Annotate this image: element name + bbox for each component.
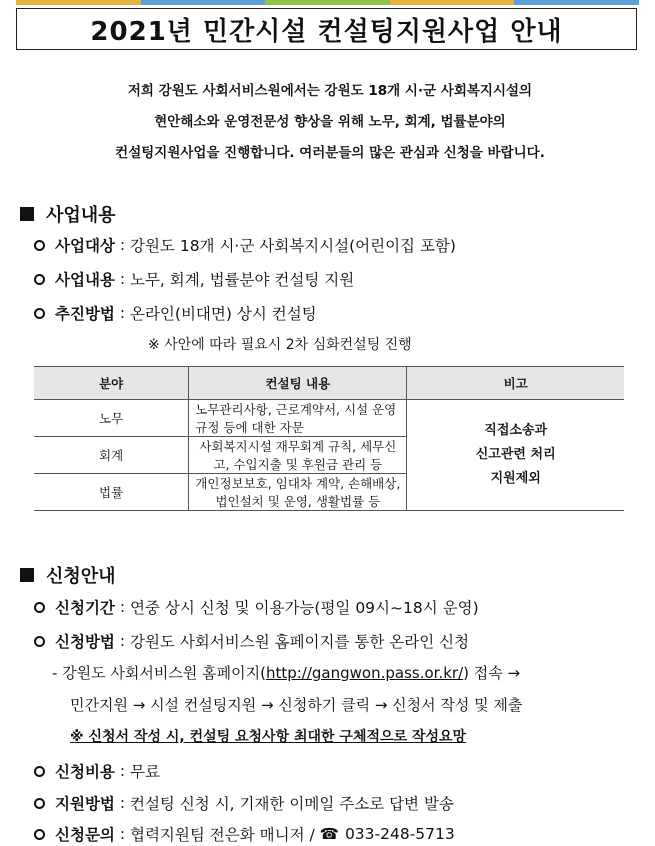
item-apply-method	[34, 630, 469, 652]
section-heading-text: 사업내용	[46, 205, 116, 226]
item-sep: :	[114, 794, 130, 812]
path-note: ※ 신청서 작성 시, 컨설팅 요청사항 최대한 구체적으로 작성요망	[70, 729, 467, 745]
intro-line: 저희 강원도 사회서비스원에서는 강원도 18개 시·군 사회복지시설의	[127, 83, 533, 99]
table-header-row	[34, 367, 624, 400]
item-method	[34, 302, 317, 324]
item-label: 사업내용	[55, 271, 115, 289]
deep-consulting-note: ※ 사안에 따라 필요시 2차 심화컨설팅 진행	[148, 337, 412, 353]
table-cell-field: 노무	[34, 400, 189, 437]
table-header: 분야	[34, 367, 189, 400]
table-row	[34, 400, 624, 437]
item-period	[34, 596, 479, 618]
item-label: 신청기간	[55, 599, 115, 617]
section-heading-text: 신청안내	[46, 566, 116, 587]
remark-line: 지원제외	[490, 471, 541, 486]
item-sep: :	[114, 762, 130, 780]
table-cell-content: 사회복지시설 재무회계 규칙, 세무신고, 수입지출 및 후원금 관리 등	[189, 437, 407, 474]
homepage-link[interactable]: http://gangwon.pass.or.kr/	[265, 664, 464, 682]
table-cell-field: 회계	[34, 437, 189, 474]
item-sep: :	[114, 304, 130, 322]
color-segment	[16, 0, 141, 5]
table-cell-field: 법률	[34, 474, 189, 511]
item-support	[34, 792, 454, 814]
item-value: 연중 상시 신청 및 이용가능(평일 09시~18시 운영)	[129, 599, 479, 617]
item-content	[34, 268, 354, 290]
color-segment	[265, 0, 390, 5]
item-value: 협력지원팀 전은화 매니저 /	[129, 826, 320, 844]
circle-bullet-icon	[34, 274, 45, 285]
item-label: 사업대상	[55, 237, 115, 255]
intro-line: 현안해소와 운영전문성 향상을 위해 노무, 회계, 법률분야의	[154, 114, 506, 130]
circle-bullet-icon	[34, 829, 45, 840]
table-header: 비고	[407, 367, 624, 400]
circle-bullet-icon	[34, 308, 45, 319]
page-title: 2021년 민간시설 컨설팅지원사업 안내	[90, 16, 563, 47]
title-box	[16, 8, 637, 50]
item-value: 노무, 회계, 법률분야 컨설팅 지원	[129, 271, 355, 289]
square-bullet-icon	[20, 207, 34, 221]
circle-bullet-icon	[34, 240, 45, 251]
phone-number: 033-248-5713	[344, 825, 455, 843]
consulting-table	[34, 366, 624, 511]
item-value: 강원도 사회서비스원 홈페이지를 통한 온라인 신청	[129, 633, 470, 651]
item-fee	[34, 760, 160, 782]
path-line-2: 민간지원 → 시설 컨설팅지원 → 신청하기 클릭 → 신청서 작성 및 제출	[70, 696, 523, 714]
item-value: 강원도 18개 시·군 사회복지시설(어린이집 포함)	[129, 237, 456, 255]
path-suffix: ) 접속 →	[463, 664, 521, 682]
color-segment	[514, 0, 639, 5]
item-sep: :	[114, 598, 130, 616]
item-label: 신청비용	[55, 763, 115, 781]
table-header: 컨설팅 내용	[189, 367, 407, 400]
item-inquiry	[34, 823, 455, 845]
color-segment	[390, 0, 515, 5]
intro-line: 컨설팅지원사업을 진행합니다. 여러분들의 많은 관심과 신청을 바랍니다.	[115, 145, 545, 161]
item-label: 추진방법	[55, 305, 115, 323]
intro-text	[50, 76, 610, 169]
item-value: 무료	[129, 763, 160, 781]
item-target	[34, 234, 456, 256]
remark-line: 신고관련 처리	[475, 447, 556, 462]
item-label: 신청방법	[55, 633, 115, 651]
item-sep: :	[114, 236, 130, 254]
table-cell-content: 개인정보보호, 임대차 계약, 손해배상, 법인설치 및 운영, 생활법률 등	[189, 474, 407, 511]
circle-bullet-icon	[34, 766, 45, 777]
top-color-bar	[16, 0, 639, 5]
item-sep: :	[114, 825, 130, 843]
circle-bullet-icon	[34, 602, 45, 613]
item-sep: :	[114, 632, 130, 650]
circle-bullet-icon	[34, 798, 45, 809]
path-line-1	[52, 662, 520, 683]
item-label: 지원방법	[55, 795, 115, 813]
phone-icon: ☎	[319, 825, 339, 843]
table-cell-content: 노무관리사항, 근로계약서, 시설 운영 규정 등에 대한 자문	[189, 400, 407, 437]
circle-bullet-icon	[34, 636, 45, 647]
square-bullet-icon	[20, 568, 34, 582]
item-value: 온라인(비대면) 상시 컨설팅	[129, 305, 317, 323]
color-segment	[141, 0, 266, 5]
item-sep: :	[114, 270, 130, 288]
path-prefix: - 강원도 사회서비스원 홈페이지(	[52, 664, 266, 682]
section-heading-business	[20, 201, 116, 227]
section-heading-application	[20, 562, 116, 588]
remark-line: 직접소송과	[484, 423, 548, 438]
item-value: 컨설팅 신청 시, 기재한 이메일 주소로 답변 발송	[129, 795, 454, 813]
item-label: 신청문의	[55, 826, 115, 844]
table-cell-remark	[407, 400, 624, 511]
